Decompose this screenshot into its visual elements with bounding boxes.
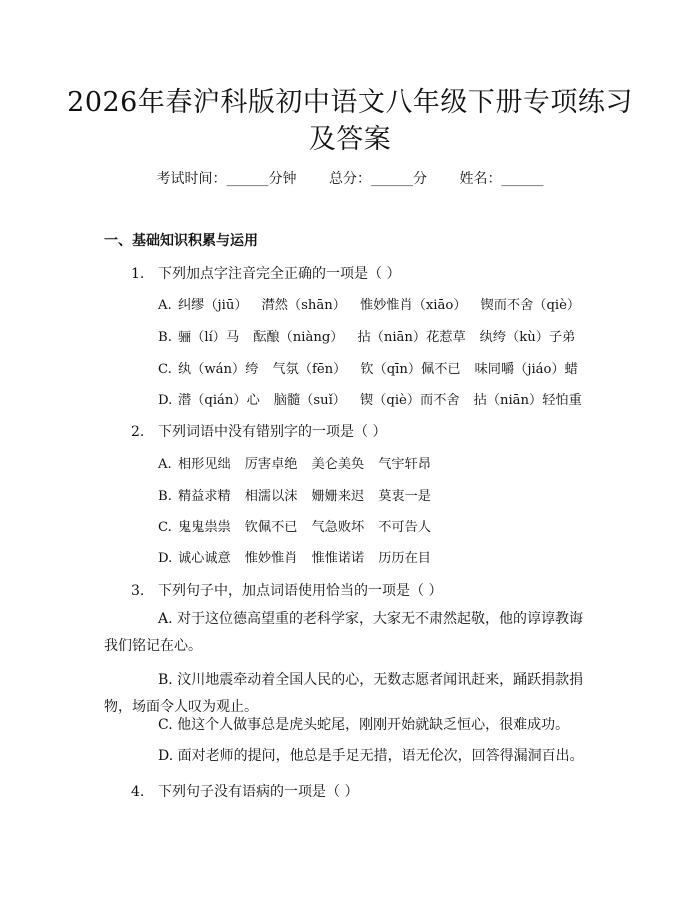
- option-a: [158, 294, 594, 313]
- question-number: 2.: [131, 424, 145, 440]
- option-d: [158, 547, 445, 566]
- option-c: [158, 358, 592, 377]
- section-heading: 一、基础知识积累与运用: [104, 233, 258, 249]
- option-item: 相濡以沫: [244, 489, 298, 504]
- option-label: C.: [158, 362, 172, 377]
- question-stem: 下列加点字注音完全正确的一项是（ ）: [158, 266, 401, 282]
- option-item: 鬼鬼祟祟: [178, 520, 231, 535]
- exam-time: 考试时间：______分钟: [156, 171, 297, 187]
- option-c: [158, 516, 445, 535]
- option-item: 钦佩不已: [244, 520, 298, 535]
- option-label: A.: [158, 457, 172, 472]
- option-item: 气急败坏: [311, 520, 365, 535]
- option-label: D.: [158, 393, 173, 408]
- question-number: 1.: [131, 266, 145, 282]
- option-item: 纨绔（kù）子弟: [479, 330, 576, 345]
- option-item: 气宇轩昂: [378, 457, 431, 472]
- option-item: 气氛（fēn）: [272, 362, 347, 377]
- question-number: 3.: [131, 583, 145, 599]
- question-stem: 下列句子没有语病的一项是（ ）: [158, 784, 359, 800]
- question-number: 4.: [131, 784, 145, 800]
- option-item: 味同嚼（jiáo）蜡: [474, 362, 578, 377]
- option-label: B.: [158, 489, 172, 504]
- option-item: 惟妙惟肖: [244, 551, 298, 566]
- question-3: [131, 580, 442, 600]
- option-item: 锲而不舍（qiè）: [480, 298, 581, 313]
- question-1: [131, 263, 400, 283]
- question-stem: 下列词语中没有错别字的一项是（ ）: [158, 424, 387, 440]
- option-item: 潜（qián）心: [178, 393, 260, 408]
- option-label: D.: [158, 551, 173, 566]
- exam-meta: [0, 168, 700, 188]
- option-item: 姗姗来迟: [311, 489, 365, 504]
- option-item: 酝酿（niàng）: [253, 330, 344, 345]
- option-item: 诚心诚意: [178, 551, 231, 566]
- exam-score: 总分：______分: [329, 171, 427, 187]
- option-item: 美仑美奂: [311, 457, 365, 472]
- option-item: 惟惟诺诺: [311, 551, 365, 566]
- option-a: [158, 453, 445, 472]
- option-label: C.: [158, 520, 172, 535]
- option-b: B. 汶川地震牵动着全国人民的心，无数志愿者闻讯赶来，踊跃捐款捐物，场面令人叹为观止。: [104, 672, 584, 715]
- option-item: 相形见绌: [178, 457, 231, 472]
- option-item: 厉害卓绝: [244, 457, 298, 472]
- option-b: [158, 326, 589, 345]
- option-item: 拈（niān）轻怕重: [473, 393, 582, 408]
- option-item: 不可告人: [378, 520, 431, 535]
- option-c: C. 他这个人做事总是虎头蛇尾，刚刚开始就缺乏恒心，很难成功。: [158, 717, 570, 733]
- option-d: [158, 389, 596, 408]
- option-item: 拈（niān）花惹草: [357, 330, 466, 345]
- option-item: 惟妙惟肖（xiāo）: [359, 298, 467, 313]
- question-4: [131, 781, 358, 801]
- student-name: 姓名：______: [459, 171, 544, 187]
- option-item: 潸然（shān）: [261, 298, 346, 313]
- question-stem: 下列句子中，加点词语使用恰当的一项是（ ）: [158, 583, 443, 599]
- option-b: [158, 485, 445, 504]
- option-item: 莫衷一是: [378, 489, 431, 504]
- option-item: 钦（qīn）佩不已: [360, 362, 461, 377]
- page-title: 2026年春沪科版初中语文八年级下册专项练习及答案: [67, 87, 633, 155]
- option-item: 纠缪（jiū）: [178, 298, 248, 313]
- option-item: 历历在目: [378, 551, 431, 566]
- option-label: A.: [158, 298, 172, 313]
- option-a: A. 对于这位德高望重的老科学家，大家无不肃然起敬，他的谆谆教诲我们铭记在心。: [104, 611, 584, 654]
- option-d: D. 面对老师的提问，他总是手足无措，语无伦次，回答得漏洞百出。: [158, 748, 584, 764]
- option-item: 脑髓（suǐ）: [273, 393, 346, 408]
- option-item: 精益求精: [178, 489, 231, 504]
- question-2: [131, 421, 386, 441]
- option-item: 纨（wán）绔: [178, 362, 259, 377]
- option-item: 骊（lí）马: [178, 330, 240, 345]
- option-item: 锲（qiè）而不舍: [360, 393, 460, 408]
- option-label: B.: [158, 330, 172, 345]
